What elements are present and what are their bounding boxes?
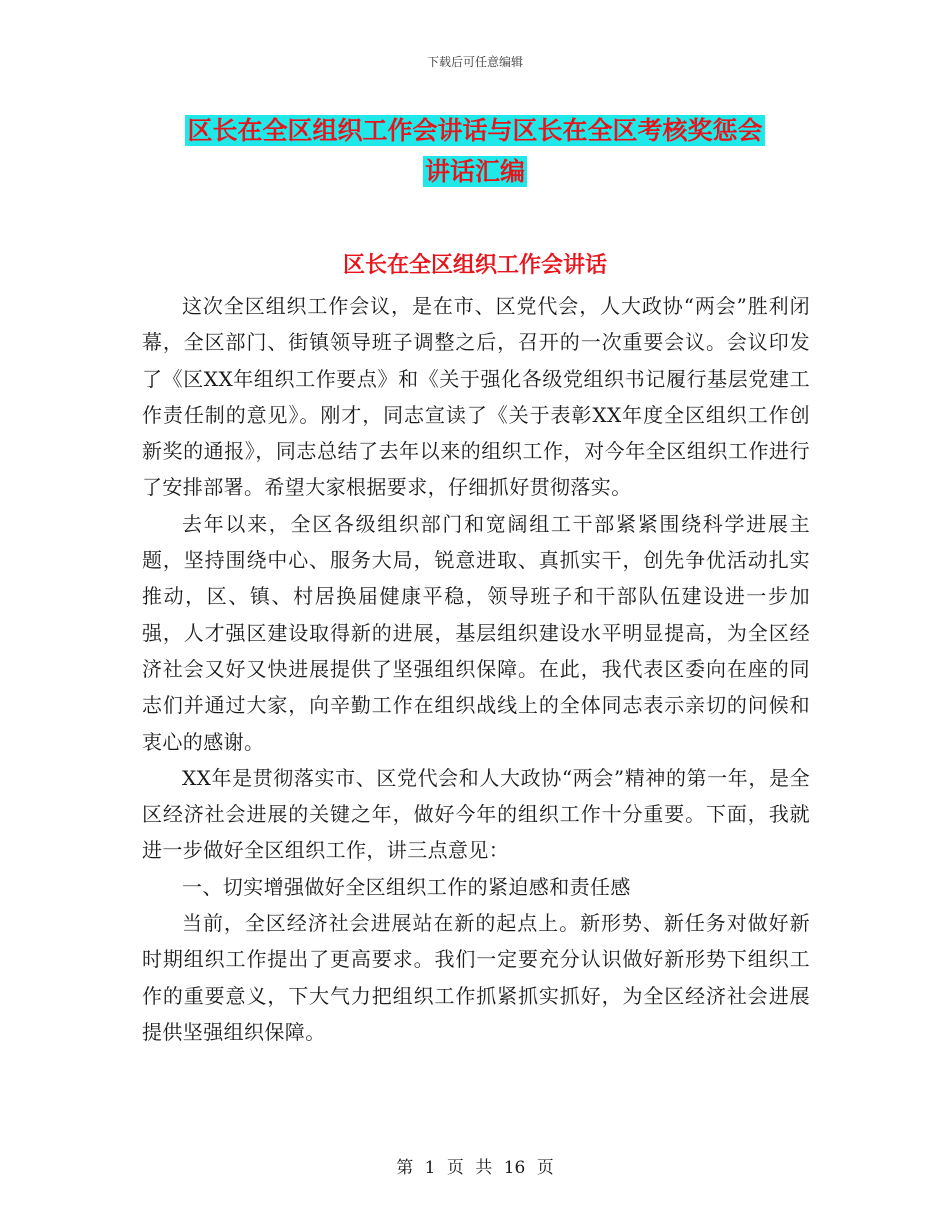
paragraph: XX年是贯彻落实市、区党代会和人大政协“两会”精神的第一年，是全区经济社会进展的关键之年，做好今年的组织工作十分重要。下面，我就进一步做好全区组织工作，讲三点意见：	[142, 765, 810, 863]
section-title: 区长在全区组织工作会讲话	[342, 253, 607, 278]
title-line-2: 讲话汇编	[424, 157, 525, 186]
page-footer: 第 1 页 共 16 页	[396, 1158, 554, 1178]
header-note: 下载后可任意编辑	[426, 55, 523, 69]
paragraph-heading: 一、切实增强做好全区组织工作的紧迫感和责任感	[182, 874, 631, 899]
paragraph: 去年以来，全区各级组织部门和宽阔组工干部紧紧围绕科学进展主题，坚持围绕中心、服务大局，锐意进取、真抓实干，创先争优活动扎实推动，区、镇、村居换届健康平稳，领导班子和干部队伍建设进一步加强，人才强区建设取得新的进展，基层组织建设水平明显提高，为全区经济社会又好又快进展提供了坚强组织保障。在此，我代表区委向在座的同志们并通过大家，向辛勤工作在组织战线上的全体同志表示亲切的问候和衷心的感谢。	[142, 511, 810, 754]
document-title	[140, 110, 810, 192]
paragraph: 这次全区组织工作会议，是在市、区党代会，人大政协“两会”胜利闭幕，全区部门、街镇领导班子调整之后，召开的一次重要会议。会议印发了《区XX年组织工作要点》和《关于强化各级党组织书记履行基层党建工作责任制的意见》。刚才，同志宣读了《关于表彰XX年度全区组织工作创新奖的通报》，同志总结了去年以来的组织工作，对今年全区组织工作进行了安排部署。希望大家根据要求，仔细抓好贯彻落实。	[142, 294, 810, 500]
title-line-1: 区长在全区组织工作会讲话与区长在全区考核奖惩会	[187, 116, 763, 145]
paragraph: 当前，全区经济社会进展站在新的起点上。新形势、新任务对做好新时期组织工作提出了更高要求。我们一定要充分认识做好新形势下组织工作的重要意义，下大气力把组织工作抓紧抓实抓好，为全区经济社会进展提供坚强组织保障。	[142, 911, 810, 1044]
body-text	[142, 288, 810, 1050]
